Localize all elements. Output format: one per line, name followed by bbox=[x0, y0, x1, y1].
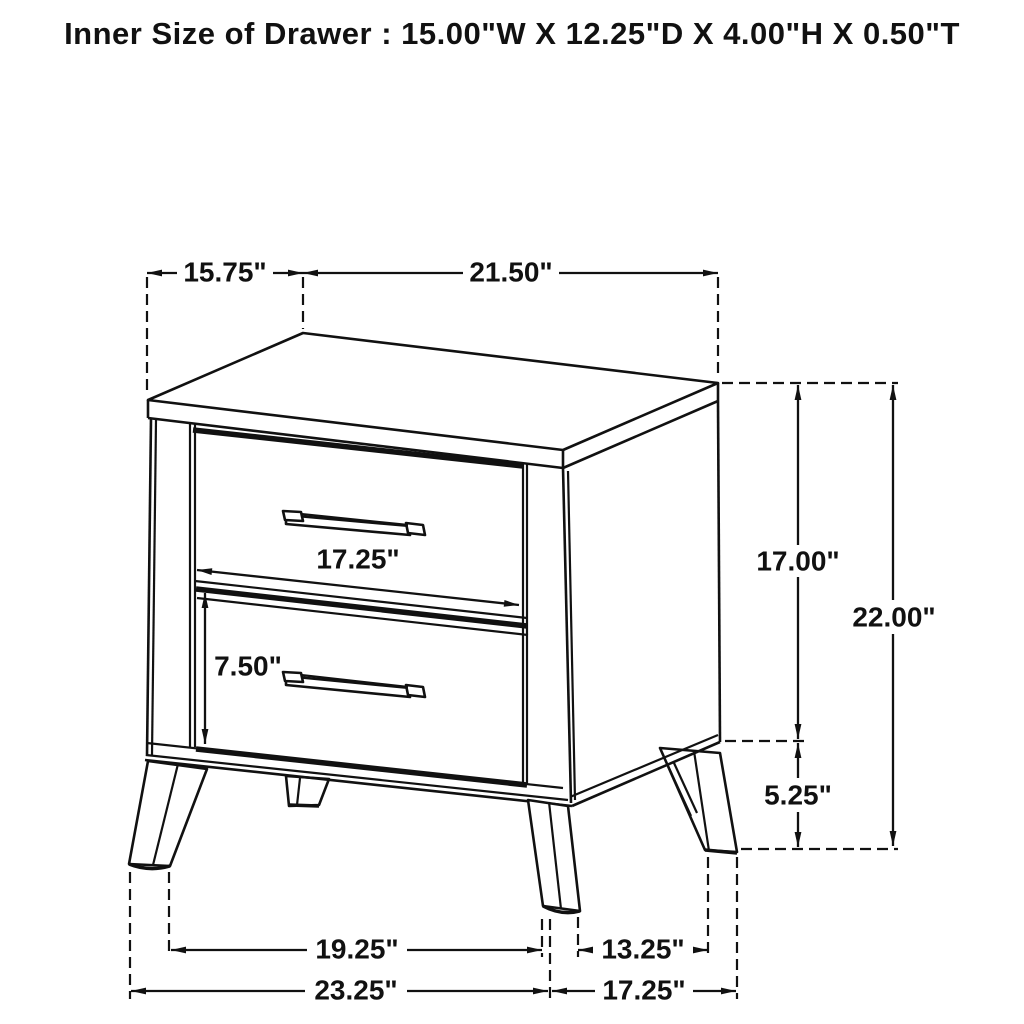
cabinet-body bbox=[145, 401, 720, 806]
dim-front-leg-inner-span bbox=[171, 934, 542, 965]
dim-side-leg-inner-span-label: 13.25" bbox=[601, 933, 685, 965]
leg-front-left bbox=[129, 761, 207, 869]
bottom-drawer-handle bbox=[283, 672, 425, 697]
dim-overall-depth-label: 17.25" bbox=[602, 974, 686, 1006]
tabletop bbox=[148, 333, 718, 468]
nightstand-drawing bbox=[129, 333, 737, 913]
leg-front-right bbox=[528, 800, 580, 913]
top-drawer-handle bbox=[283, 511, 425, 535]
dim-leg-height bbox=[764, 743, 832, 847]
drawer-divider-gap bbox=[196, 589, 527, 626]
dim-overall-depth bbox=[552, 975, 736, 1006]
dim-overall-width-label: 23.25" bbox=[314, 974, 398, 1006]
dim-upper-body-height-label: 17.00" bbox=[756, 545, 840, 577]
dim-overall-width bbox=[131, 975, 548, 1006]
dim-side-leg-inner-span bbox=[578, 934, 708, 965]
dim-overall-height-label: 22.00" bbox=[852, 601, 936, 633]
dim-leg-height-label: 5.25" bbox=[764, 779, 832, 811]
dim-lower-drawer-height-label: 7.50" bbox=[214, 650, 282, 682]
leg-back-left bbox=[286, 776, 329, 806]
dim-top-depth bbox=[147, 257, 303, 288]
page-title: Inner Size of Drawer : 15.00"W X 12.25"D X 4.00"H X 0.50"T bbox=[64, 16, 960, 51]
dim-lower-drawer-height bbox=[205, 593, 282, 744]
dim-front-leg-inner-span-label: 19.25" bbox=[315, 933, 399, 965]
dim-overall-height bbox=[852, 385, 935, 846]
bottom-drawer-gap bbox=[196, 749, 527, 785]
dim-top-width bbox=[303, 257, 718, 288]
dim-top-depth-label: 15.75" bbox=[183, 256, 267, 288]
dim-upper-body-height bbox=[756, 385, 839, 739]
dim-drawer-face-width-label: 17.25" bbox=[316, 543, 400, 575]
dim-top-width-label: 21.50" bbox=[469, 256, 553, 288]
